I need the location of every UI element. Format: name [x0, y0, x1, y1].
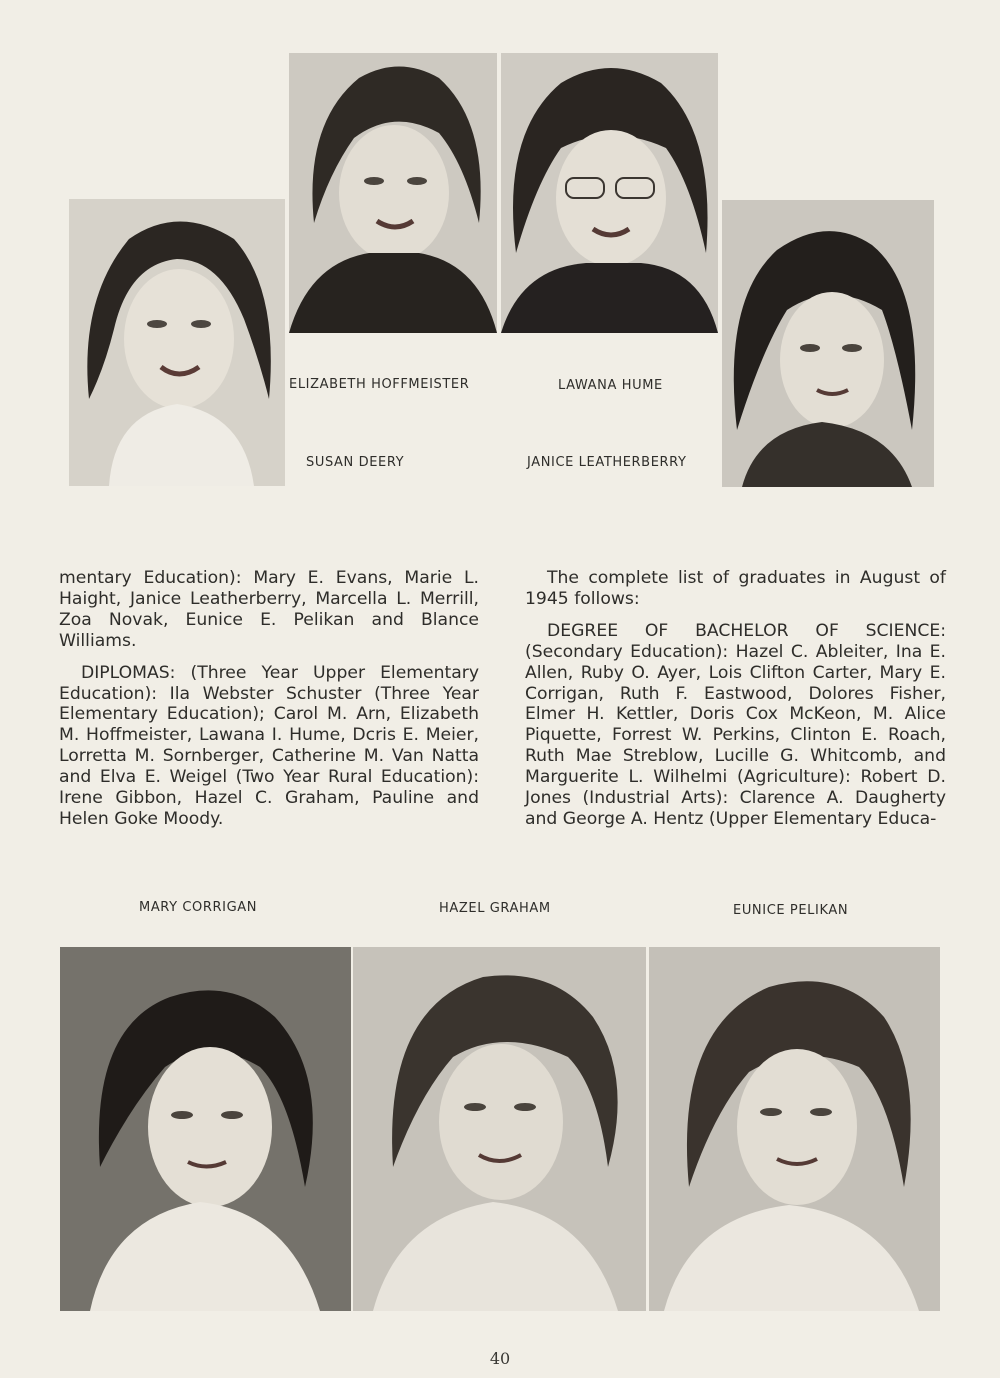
portrait-susan-deery — [69, 199, 285, 486]
left-column — [59, 568, 479, 841]
page-number: 40 — [489, 1349, 511, 1368]
caption-mary-corrigan: MARY CORRIGAN — [139, 900, 258, 915]
portrait-janice-leatherberry — [722, 200, 934, 487]
caption-elizabeth-hoffmeister: ELIZABETH HOFFMEISTER — [289, 377, 470, 392]
right-paragraph-2: DEGREE OF BACHELOR OF SCIENCE: (Secondary Education): Hazel C. Ableiter, Ina E. Allen, Ruby O. Ayer, Lois Clifton Carter, Mary E. Corrigan, Ruth F. Eastwood, Dolores Fisher, Elmer H. Kettler, Doris Cox McKeon, M. Alice Piquette, Forrest W. Perkins, Clinton E. Roach, Ruth Mae Streblow, Lucille G. Whitcomb, and Marguerite L. Wilhelmi (Agriculture): Robert D. Jones (Industrial Arts): Clarence A. Daugherty and George A. Hentz (Upper Elementary Educa- — [525, 620, 946, 829]
portrait-elizabeth-hoffmeister — [289, 53, 497, 333]
portrait-eunice-pelikan — [649, 947, 940, 1311]
caption-lawana-hume: LAWANA HUME — [558, 378, 663, 393]
right-column — [525, 568, 946, 841]
caption-hazel-graham: HAZEL GRAHAM — [439, 901, 551, 916]
right-paragraph-1: The complete list of graduates in August of 1945 follows: — [525, 568, 946, 609]
left-paragraph-2: DIPLOMAS: (Three Year Upper Elementary Education): Ila Webster Schuster (Three Year Elementary Education); Carol M. Arn, Elizabeth M. Hoffmeister, Lawana I. Hume, Dcris E. Meier, Lorretta M. Sornberger, Catherine M. Van Natta and Elva E. Weigel (Two Year Rural Education): Irene Gibbon, Hazel C. Graham, Pauline and Helen Goke Moody. — [59, 662, 479, 829]
left-paragraph-1: mentary Education): Mary E. Evans, Marie L. Haight, Janice Leatherberry, Marcella L. Merrill, Zoa Novak, Eunice E. Pelikan and Blance Williams. — [59, 568, 479, 651]
portrait-mary-corrigan — [60, 947, 351, 1311]
portrait-hazel-graham — [353, 947, 646, 1311]
caption-eunice-pelikan: EUNICE PELIKAN — [733, 903, 849, 918]
portrait-lawana-hume — [501, 53, 718, 333]
caption-janice-leatherberry: JANICE LEATHERBERRY — [527, 455, 687, 470]
caption-susan-deery: SUSAN DEERY — [306, 455, 405, 470]
